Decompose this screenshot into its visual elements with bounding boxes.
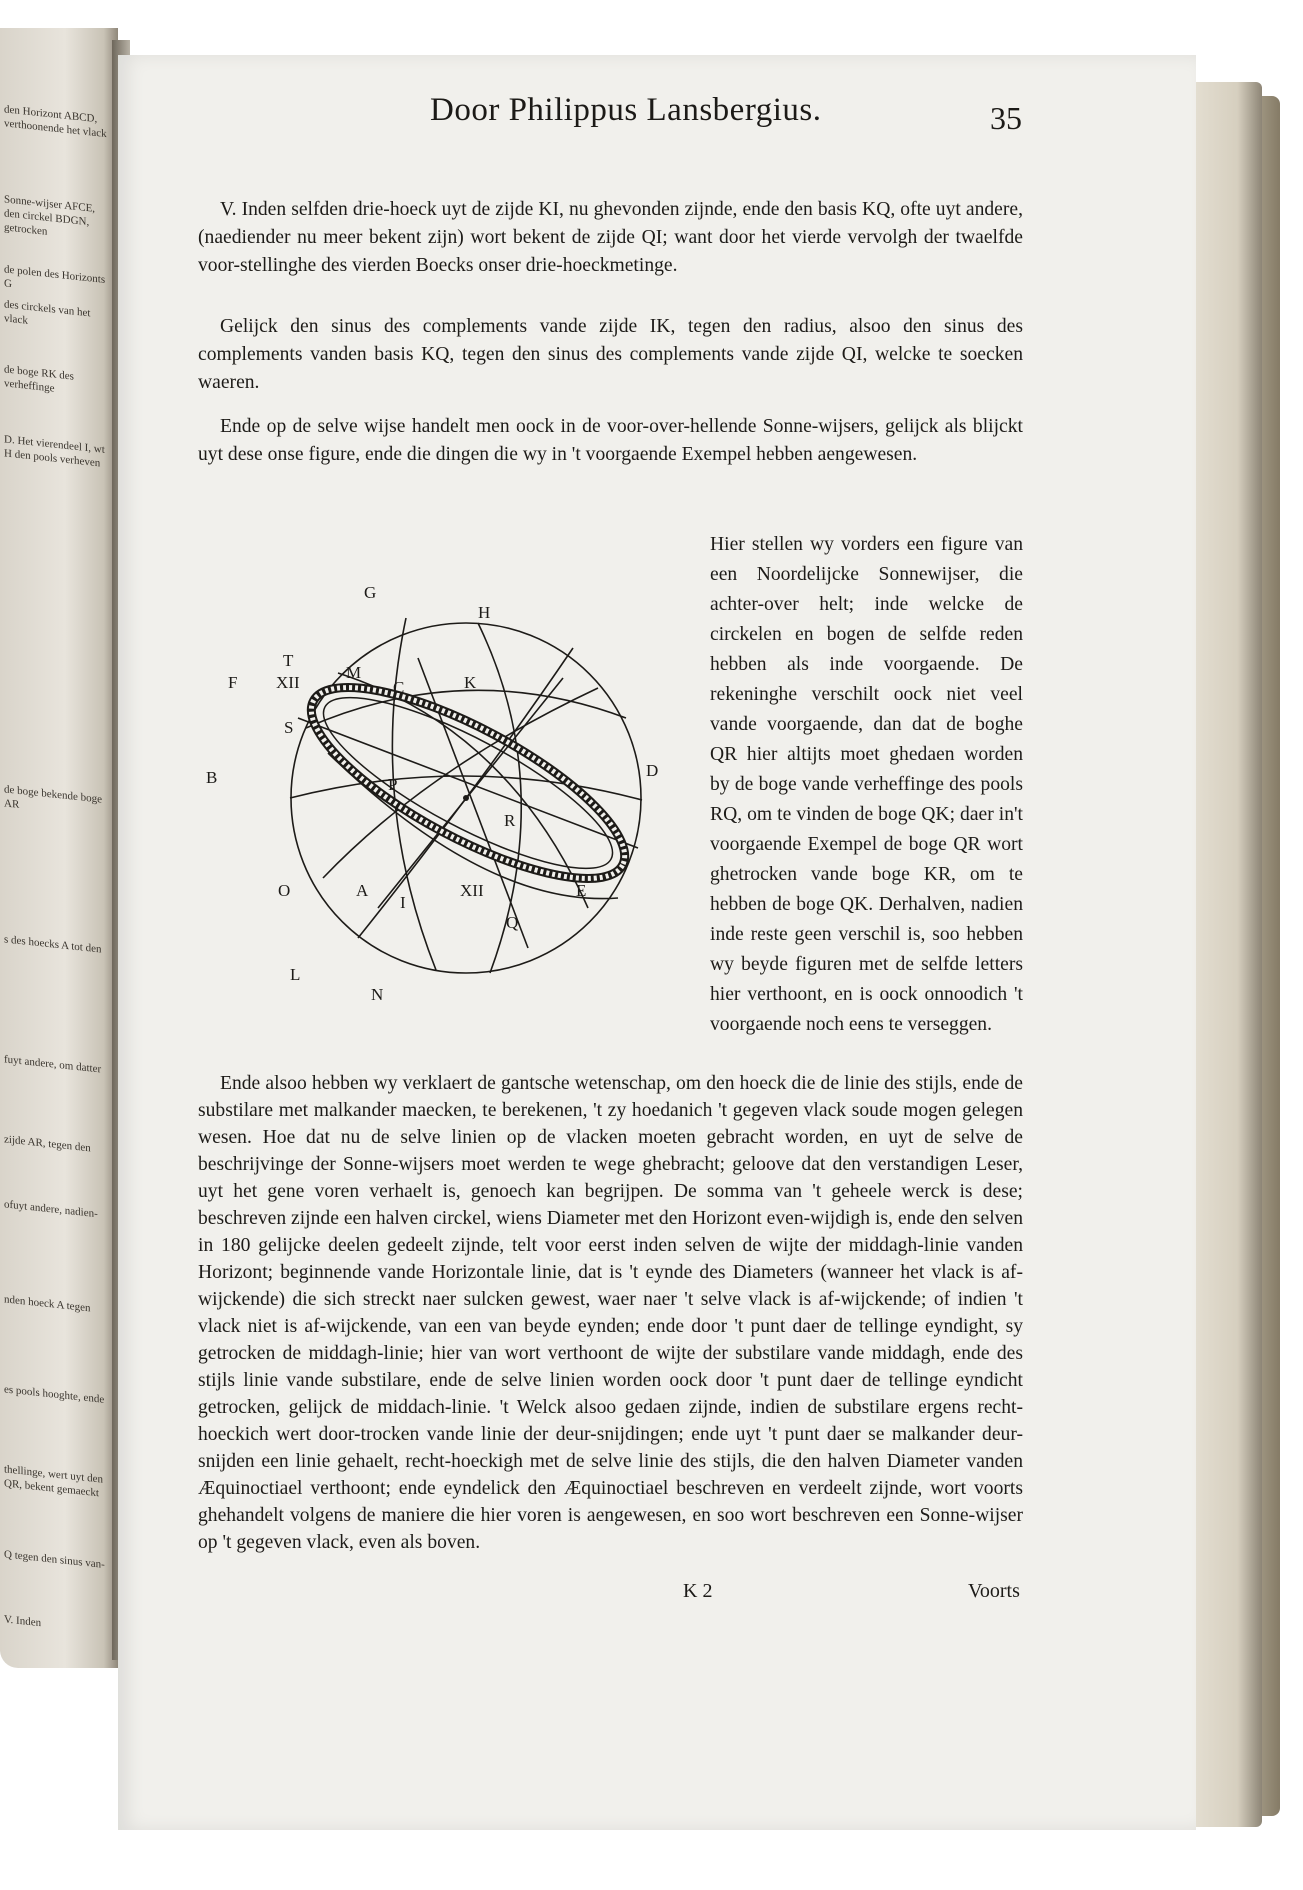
label-d: D bbox=[646, 761, 659, 780]
page-title: Door Philippus Lansbergius. bbox=[430, 92, 822, 128]
catchword: Voorts bbox=[968, 1580, 1020, 1602]
paragraph-4: Ende alsoo hebben wy verklaert de gantsche wetenschap, om den hoeck die de linie des stijls, ende de substilare met malkander maecken, te berekenen, 't zy hoedanich 't gegeven vlack soude mogen gelegen wesen. Hoe dat nu de selve linien op de vlacken moeten gebracht worden, en uyt de selve de beschrijvinge der Sonne-wijsers moet werden te wege ghebracht; geloove dat den verstandigen Leser, uyt het gene voren verhaelt is, genoech kan begrijpen. De somma van 't geheele werck is dese; beschreven zijnde een halven circkel, wiens Diameter met den Horizont even-wijdigh is, ende den selven in 180 gelijcke deelen gedeelt zijnde, telt voor eerst inden selven de wijte der middagh-linie vanden Horizont; beginnende vande Horizontale linie, dat is 't eynde des Diameters (wanneer het vlack is af-wijckende) die sich streckt naer sulcken gewest, waer naer 't selve vlack is af-wijckende; of indien 't vlack niet is af-wijckende, van een van beyde eynden; ende door 't punt daer de tellinge eyndight, sy getrocken de middagh-linie; hier van wort verthoont de wijte der substilare vande middagh, ende des stijls linie vande substilare, ende de selve linien worden oock door 't punt daer de tellinge eyndicht getrocken, gelijck de middach-linie. 't Welck alsoo gedaen zijnde, indien de substilare ergens recht-hoeckich wert door-trocken vande linie der deur-snijdingen; ende uyt 't punt daer se malkander deur-snijden een linie gehaelt, recht-hoeckigh met de selve linie des stijls, die den halven Diameter vanden Æquinoctiael verthoont; ende eyndelick den Æquinoctiael beschreven en verdeelt zijnde, wort voorts ghehandelt volgens de maniere die hier voren is aengewesen, en soo wort beschreven een Sonne-wijser op 't gegeven vlack, even als boven. bbox=[198, 1073, 1023, 1553]
signature-mark: K 2 bbox=[683, 1580, 713, 1602]
label-g: G bbox=[364, 583, 377, 602]
label-p: P bbox=[388, 775, 398, 794]
label-s: S bbox=[284, 718, 294, 737]
left-snippet: es pools hooghte, ende bbox=[4, 1383, 105, 1406]
left-snippet: de polen des Horizonts G bbox=[4, 263, 106, 291]
left-snippet: Q tegen den sinus van- bbox=[4, 1548, 105, 1571]
running-header bbox=[300, 88, 1022, 138]
label-i: I bbox=[400, 893, 406, 912]
paragraph-2: Gelijck den sinus des complements vande zijde IK, tegen den radius, alsoo den sinus des complements vanden basis KQ, tegen den sinus des complements vande zijde QI, welcke te soecken waeren. bbox=[198, 316, 1023, 393]
label-h: H bbox=[478, 603, 491, 622]
left-page-edge bbox=[0, 28, 118, 1668]
left-snippet: den Horizont ABCD, verthoonende het vlack bbox=[4, 103, 107, 141]
label-t: T bbox=[283, 651, 294, 670]
left-snippet: fuyt andere, om datter bbox=[4, 1053, 102, 1076]
paragraph-1: V. Inden selfden drie-hoeck uyt de zijde KI, nu ghevonden zijnde, ende den basis KQ, ofte uyt andere, (naediender nu meer bekent zijn) wort bekent de zijde QI; want door het vierde vervolgh der twaelfde voor-stellinghe des vierden Boecks onser drie-hoeckmetinge. bbox=[198, 199, 1023, 276]
label-xii-top: XII bbox=[276, 673, 300, 692]
left-snippet: s des hoecks A tot den bbox=[4, 933, 102, 956]
label-r: R bbox=[504, 811, 516, 830]
label-xii-bottom: XII bbox=[460, 881, 484, 900]
label-q: Q bbox=[506, 913, 519, 932]
left-snippet: D. Het vierendeel I, wt H den pools verheven bbox=[4, 433, 105, 470]
label-k: K bbox=[464, 673, 477, 692]
label-e: E bbox=[576, 881, 587, 900]
paragraph-3: Ende op de selve wijse handelt men oock in de voor-over-hellende Sonne-wijsers, gelijck als blijckt uyt dese onse figure, ende die dingen die wy in 't voorgaende Exempel hebben aengewesen. bbox=[198, 416, 1023, 465]
label-c: C bbox=[393, 678, 405, 697]
left-snippet: zijde AR, tegen den bbox=[4, 1133, 91, 1155]
label-f: F bbox=[228, 673, 238, 692]
page-number: 35 bbox=[990, 100, 1022, 136]
label-b: B bbox=[206, 768, 218, 787]
left-snippet: Sonne-wijser AFCE, den circkel BDGN, getrocken bbox=[4, 193, 96, 238]
left-snippet: nden hoeck A tegen bbox=[4, 1293, 91, 1315]
label-a: A bbox=[356, 881, 369, 900]
left-snippet: V. Inden bbox=[4, 1613, 42, 1630]
label-n: N bbox=[371, 985, 384, 1004]
left-snippet: de boge RK des verheffinge bbox=[4, 363, 74, 395]
sundial-sphere-diagram bbox=[206, 578, 688, 1023]
left-snippet: thellinge, wert uyt den QR, bekent gemaeckt bbox=[4, 1463, 103, 1500]
left-snippet: des circkels van het vlack bbox=[4, 298, 91, 327]
side-column-text: Hier stellen wy vorders een figure van een Noordelijcke Sonnewijser, die achter-over helt; inde welcke de circkelen en bogen de selfde reden hebben als inde voorgaende. De rekeninghe verschilt oock niet veel vande voorgaende, dan dat de boghe QR hier altijts moet ghedaen worden by de boge vande verheffinge des pools RQ, om te vinden de boge QK; daer in't voorgaende Exempel de boge QR wort ghetrocken vande boge KR, om te hebben de boge QK. Derhalven, nadien inde reste geen verschil is, soo hebben wy beyde figuren met de selfde letters hier verthoont, en is oock onnoodich 't voorgaende noch eens te verseggen. bbox=[710, 534, 1023, 1035]
left-snippet: de boge bekende boge AR bbox=[4, 783, 103, 811]
label-m: M bbox=[346, 663, 362, 682]
left-snippet: ofuyt andere, nadien- bbox=[4, 1198, 98, 1221]
label-o: O bbox=[278, 881, 291, 900]
label-l: L bbox=[290, 965, 301, 984]
